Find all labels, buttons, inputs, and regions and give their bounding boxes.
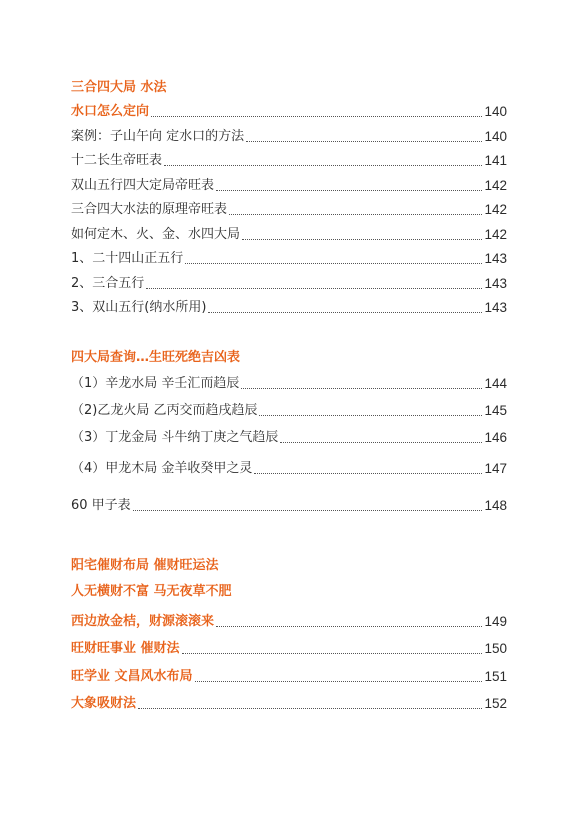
toc-entry-title: 旺学业 文昌风水布局 (71, 669, 193, 684)
toc-entry-page: 149 (484, 614, 507, 629)
toc-entry-title: 60 甲子表 (71, 498, 131, 513)
dot-leader (280, 442, 482, 443)
toc-entry[interactable] (71, 125, 507, 145)
toc-entry[interactable] (71, 247, 507, 267)
toc-entry[interactable] (71, 494, 507, 514)
dot-leader (246, 141, 482, 142)
dot-leader (185, 263, 482, 264)
toc-entry[interactable] (71, 692, 507, 712)
toc-entry-title: 3、双山五行(纳水所用) (71, 300, 207, 315)
dot-leader (254, 473, 482, 474)
dot-leader (241, 388, 482, 389)
dot-leader (151, 116, 482, 117)
toc-entry-title: 十二长生帝旺表 (71, 153, 163, 168)
toc-entry[interactable] (71, 296, 507, 316)
toc-entry-page: 145 (484, 403, 507, 418)
toc-entry-page: 144 (484, 376, 507, 391)
toc-entry-page: 148 (484, 498, 507, 513)
toc-entry-page: 140 (484, 129, 507, 144)
toc-entry-title: 如何定木、火、金、水四大局 (71, 227, 241, 242)
dot-leader (138, 708, 482, 709)
toc-entry-page: 142 (484, 202, 507, 217)
toc-entry-title: （4）甲龙木局 金羊收癸甲之灵 (71, 461, 253, 476)
toc-entry-page: 143 (484, 276, 507, 291)
toc-entry-title: 三合四大水法的原理帝旺表 (71, 202, 228, 217)
toc-entry-page: 142 (484, 227, 507, 242)
toc-entry-page: 151 (484, 669, 507, 684)
section-subheading-proverb: 人无横财不富 马无夜草不肥 (71, 584, 232, 599)
toc-entry-title: 2、三合五行 (71, 276, 145, 291)
toc-entry-title: 1、二十四山正五行 (71, 251, 184, 266)
dot-leader (216, 626, 482, 627)
dot-leader (146, 288, 482, 289)
dot-leader (259, 415, 482, 416)
toc-entry-page: 141 (484, 153, 507, 168)
toc-entry[interactable] (71, 610, 507, 630)
toc-entry[interactable] (71, 272, 507, 292)
dot-leader (133, 510, 483, 511)
toc-entry[interactable] (71, 372, 507, 392)
dot-leader (164, 165, 482, 166)
toc-entry-page: 143 (484, 251, 507, 266)
dot-leader (229, 214, 482, 215)
section-heading-water-method: 三合四大局 水法 (71, 80, 167, 95)
toc-entry-title: 案例：子山午向 定水口的方法 (71, 129, 245, 144)
dot-leader (195, 681, 483, 682)
dot-leader (182, 653, 483, 654)
dot-leader (208, 312, 482, 313)
toc-entry[interactable] (71, 174, 507, 194)
toc-entry[interactable] (71, 637, 507, 657)
toc-entry-page: 142 (484, 178, 507, 193)
toc-entry[interactable] (71, 198, 507, 218)
toc-entry[interactable] (71, 100, 507, 120)
toc-entry-title: 大象吸财法 (71, 696, 137, 711)
toc-entry-page: 140 (484, 104, 507, 119)
toc-entry-title: （1）辛龙水局 辛壬汇而趋辰 (71, 376, 240, 391)
toc-entry-page: 150 (484, 641, 507, 656)
toc-entry-page: 147 (484, 461, 507, 476)
toc-entry-title: 双山五行四大定局帝旺表 (71, 178, 215, 193)
toc-entry-title: 西边放金桔，财源滚滚来 (71, 614, 215, 629)
toc-entry[interactable] (71, 223, 507, 243)
toc-entry[interactable] (71, 457, 507, 477)
section-heading-four-bureaus: 四大局查询…生旺死绝吉凶表 (71, 350, 241, 365)
toc-entry[interactable] (71, 399, 507, 419)
dot-leader (242, 239, 482, 240)
toc-entry-page: 146 (484, 430, 507, 445)
dot-leader (216, 190, 482, 191)
toc-entry-title: 旺财旺事业 催财法 (71, 641, 180, 656)
toc-entry-title: （2)乙龙火局 乙丙交而趋戌趋辰 (71, 403, 258, 418)
section-heading-wealth-layout: 阳宅催财布局 催财旺运法 (71, 558, 219, 573)
toc-entry-page: 152 (484, 696, 507, 711)
toc-entry[interactable] (71, 665, 507, 685)
toc-entry[interactable] (71, 149, 507, 169)
toc-entry-title: （3）丁龙金局 斗牛纳丁庚之气趋辰 (71, 430, 279, 445)
toc-entry[interactable] (71, 426, 507, 446)
toc-entry-title: 水口怎么定向 (71, 104, 150, 119)
toc-entry-page: 143 (484, 300, 507, 315)
